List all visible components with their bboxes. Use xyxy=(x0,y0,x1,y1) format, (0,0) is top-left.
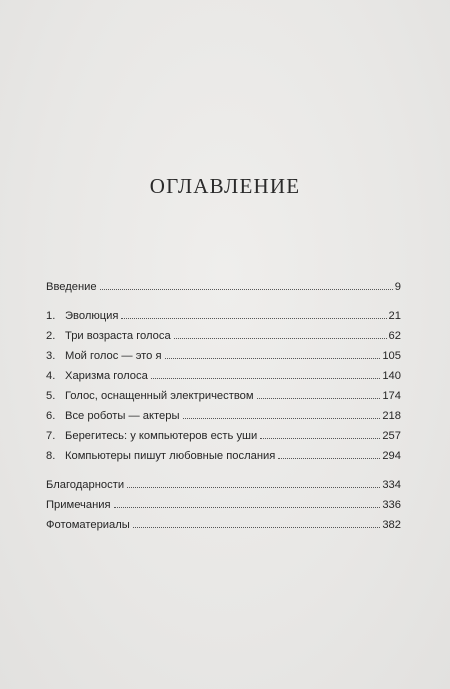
toc-entry-label: Все роботы — актеры xyxy=(65,410,180,422)
toc-entry-chapter-6 xyxy=(46,410,401,430)
toc-entry-label: Мой голос — это я xyxy=(65,350,162,362)
toc-entry-label: Харизма голоса xyxy=(65,370,148,382)
toc-entry-page: 294 xyxy=(382,450,401,462)
dot-leader xyxy=(127,487,380,488)
toc-entry-page: 174 xyxy=(382,390,401,402)
toc-entry-label: Голос, оснащенный электричеством xyxy=(65,390,254,402)
dot-leader xyxy=(278,458,380,459)
dot-leader xyxy=(174,338,387,339)
dot-leader xyxy=(133,527,380,528)
toc-entry-chapter-8 xyxy=(46,450,401,470)
toc-entry-page: 334 xyxy=(382,479,401,491)
toc-entry-page: 62 xyxy=(388,330,401,342)
toc-entry-chapter-1 xyxy=(46,310,401,330)
toc-entry-label: Благодарности xyxy=(46,479,125,491)
toc-entry-label: Примечания xyxy=(46,499,111,511)
dot-leader xyxy=(260,438,380,439)
chapter-number: 5. xyxy=(46,390,56,402)
table-of-contents xyxy=(46,281,401,539)
dot-leader xyxy=(257,398,381,399)
toc-entry-page: 140 xyxy=(382,370,401,382)
toc-entry-page: 105 xyxy=(382,350,401,362)
toc-entry-intro xyxy=(46,281,401,301)
toc-entry-chapter-7 xyxy=(46,430,401,450)
toc-entry-notes xyxy=(46,499,401,519)
toc-entry-chapter-4 xyxy=(46,370,401,390)
toc-entry-label: Фотоматериалы xyxy=(46,519,130,531)
chapter-number: 8. xyxy=(46,450,56,462)
dot-leader xyxy=(100,289,393,290)
toc-entry-page: 21 xyxy=(388,310,401,322)
toc-entry-label: Эволюция xyxy=(65,310,119,322)
toc-entry-acknowledgements xyxy=(46,479,401,499)
dot-leader xyxy=(114,507,381,508)
toc-entry-page: 336 xyxy=(382,499,401,511)
toc-entry-chapter-5 xyxy=(46,390,401,410)
toc-entry-page: 218 xyxy=(382,410,401,422)
dot-leader xyxy=(165,358,381,359)
toc-entry-label: Компьютеры пишут любовные послания xyxy=(65,450,276,462)
dot-leader xyxy=(151,378,381,379)
dot-leader xyxy=(183,418,381,419)
chapter-number: 3. xyxy=(46,350,56,362)
toc-entry-chapter-2 xyxy=(46,330,401,350)
page-title: ОГЛАВЛЕНИЕ xyxy=(149,174,301,198)
chapter-number: 2. xyxy=(46,330,56,342)
toc-entry-page: 257 xyxy=(382,430,401,442)
chapter-number: 7. xyxy=(46,430,56,442)
toc-entry-page: 382 xyxy=(382,519,401,531)
toc-entry-page: 9 xyxy=(394,281,401,293)
chapter-number: 6. xyxy=(46,410,56,422)
toc-entry-label: Введение xyxy=(46,281,97,293)
toc-entry-label: Берегитесь: у компьютеров есть уши xyxy=(65,430,258,442)
chapter-number: 1. xyxy=(46,310,56,322)
chapter-number: 4. xyxy=(46,370,56,382)
toc-entry-photos xyxy=(46,519,401,539)
toc-entry-label: Три возраста голоса xyxy=(65,330,171,342)
dot-leader xyxy=(121,318,386,319)
toc-entry-chapter-3 xyxy=(46,350,401,370)
